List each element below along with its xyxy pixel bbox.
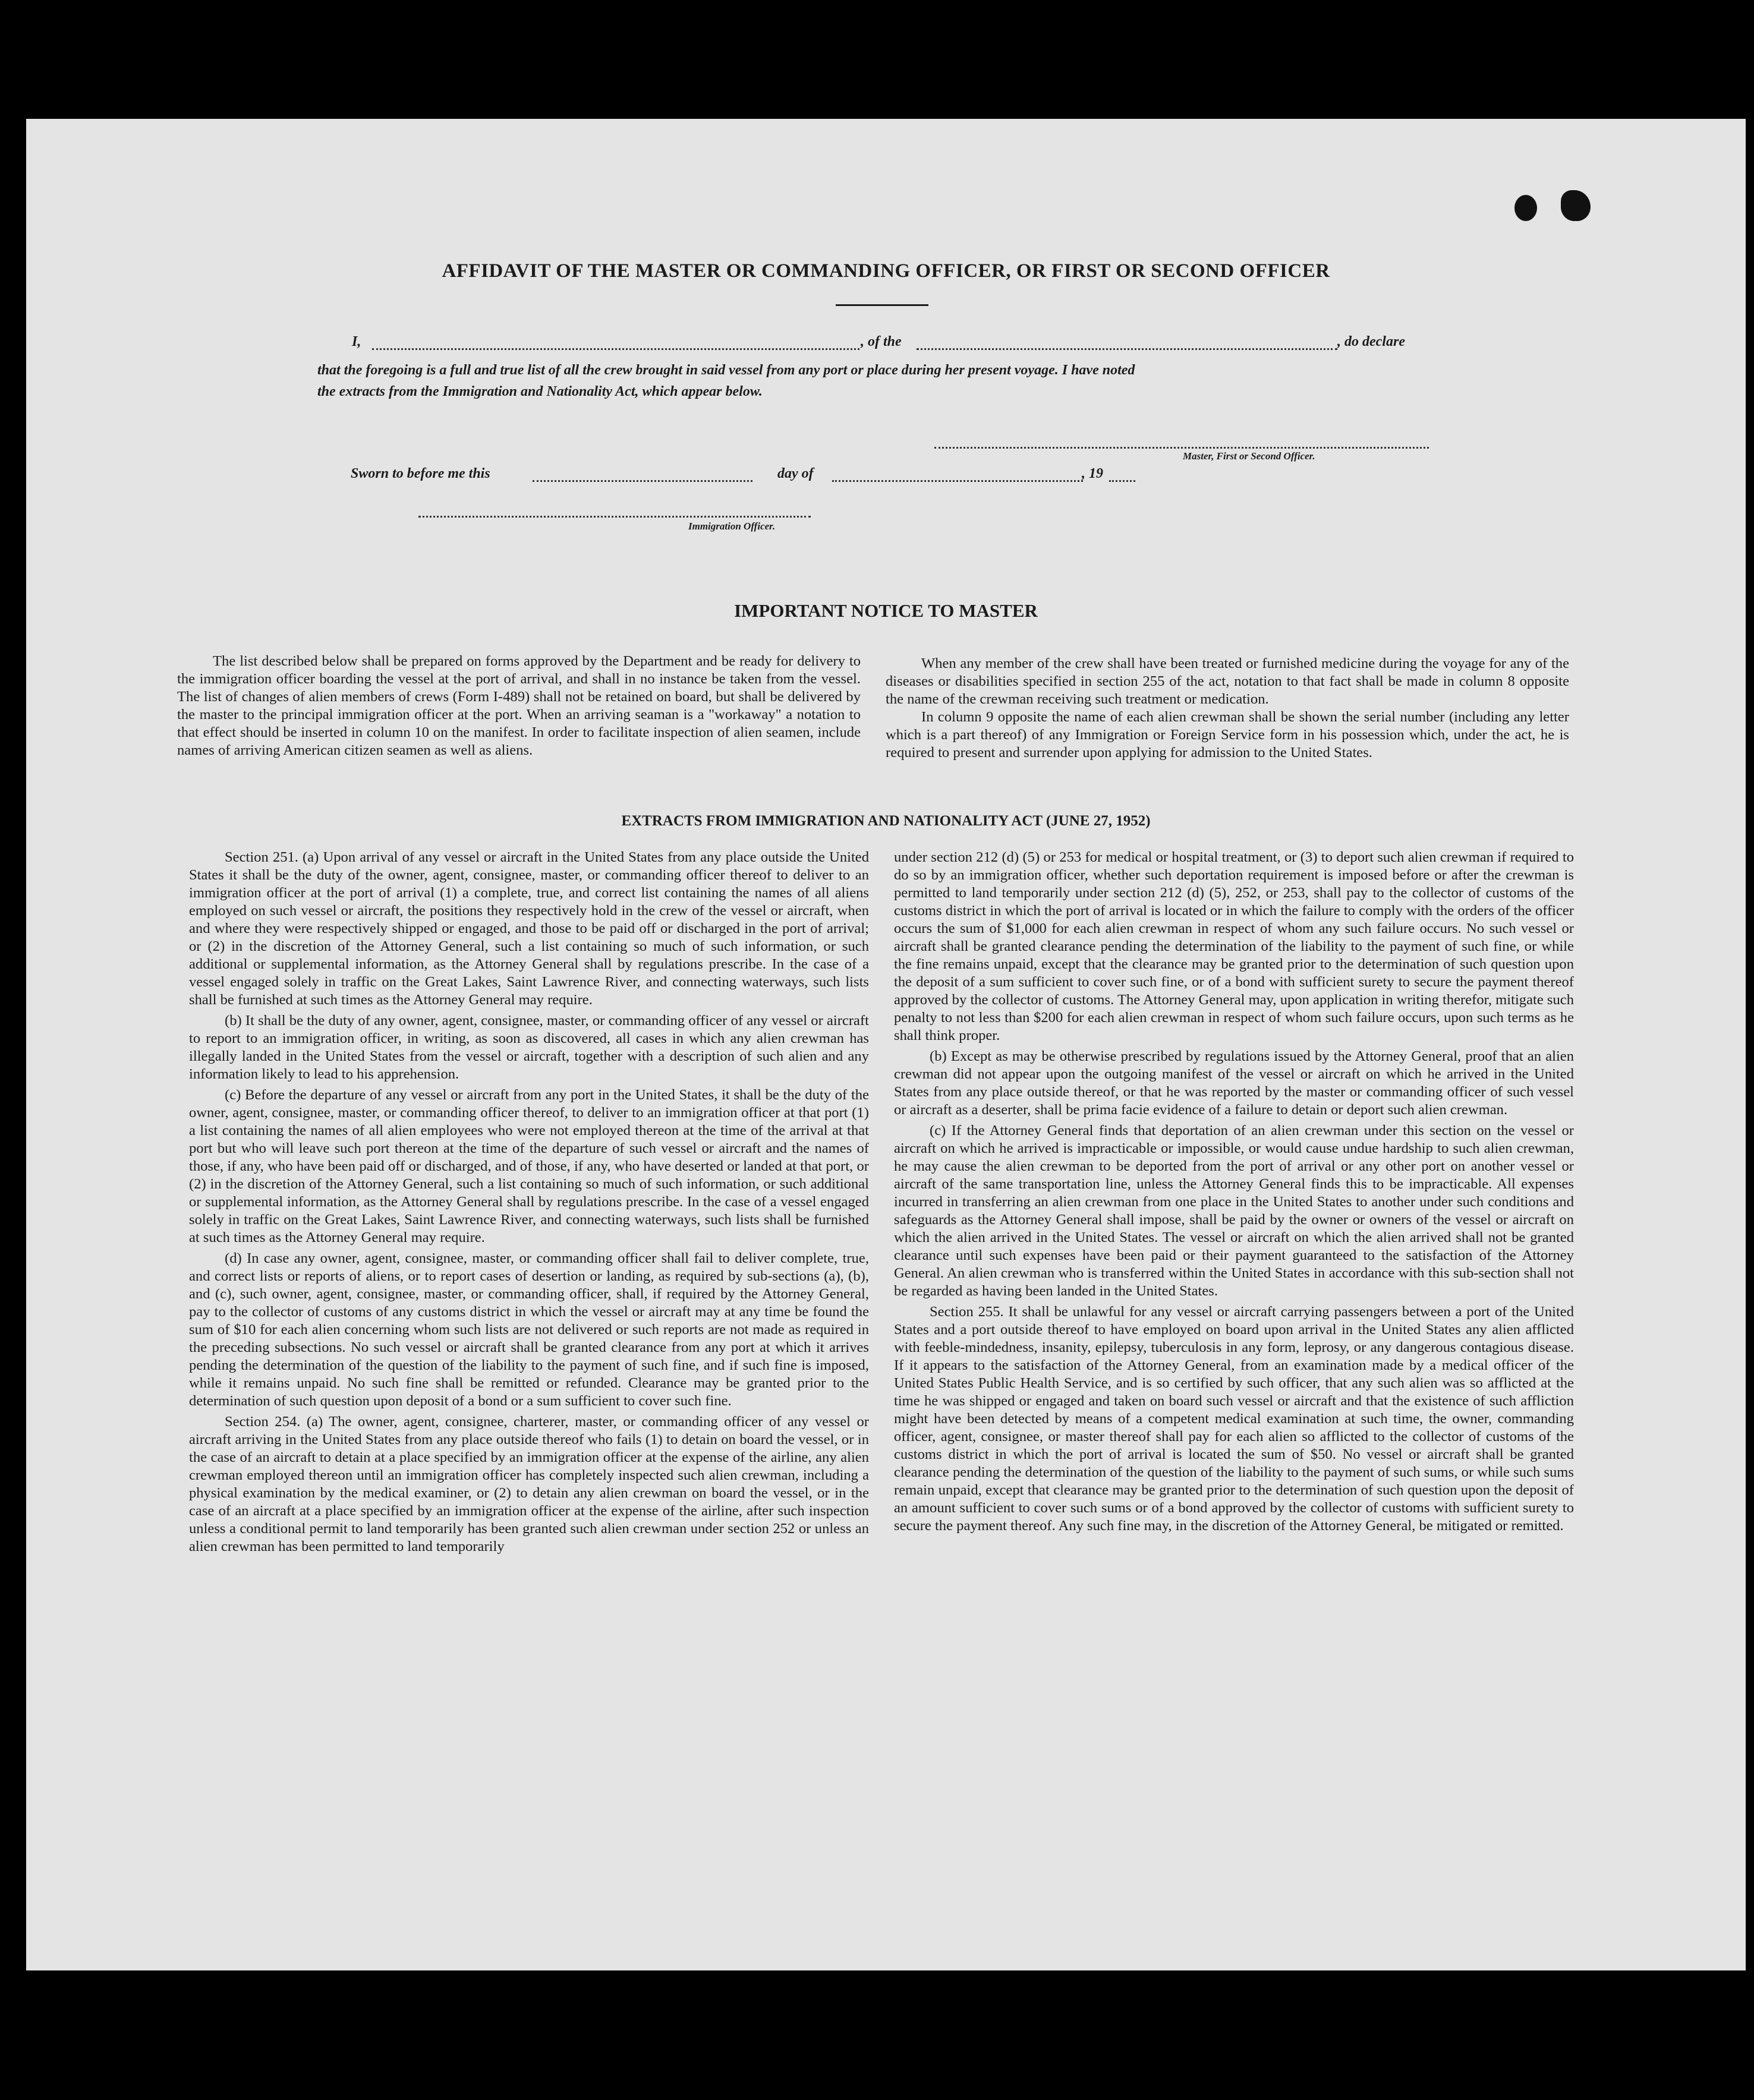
sworn-month-blank[interactable] xyxy=(832,480,1083,482)
affidavit-title: AFFIDAVIT OF THE MASTER OR COMMANDING OFFICER, OR FIRST OR SECOND OFFICER xyxy=(442,260,1330,282)
name-blank[interactable] xyxy=(372,348,859,350)
document-sheet xyxy=(26,119,1746,1970)
section-251-b: (b) It shall be the duty of any owner, agent, consignee, master, or commanding officer of any vessel or aircraft to report to an immigration officer, in writing, as soon as discovered, all cases in which any alien crewman has illegally landed in the United States from the vessel or aircraft, together with a description of such alien and any information likely to lead to his apprehension. xyxy=(189,1013,869,1082)
sworn-label: Sworn to before me this xyxy=(351,466,490,481)
declaration-statement: that the foregoing is a full and true list of all the crew brought in said vessel from any port or place during her present voyage. I have noted xyxy=(317,362,1135,378)
notice-title: IMPORTANT NOTICE TO MASTER xyxy=(734,600,1038,621)
notice-paragraph: In column 9 opposite the name of each alien crewman shall be shown the serial number (including any letter which is a part thereof) of any Immigration or Foreign Service form in his possession which, under the act, he is required to present and surrender upon applying for admission to the United States. xyxy=(886,709,1569,761)
extracts-left-column xyxy=(189,849,869,1559)
of-the-label: , of the xyxy=(861,334,902,349)
section-254-b: (b) Except as may be otherwise prescribed by regulations issued by the Attorney General, proof that an alien crewman did not appear upon the outgoing manifest of the vessel or aircraft on which he arrived in the United States from any place outside thereof, or that he was reported by the master or commanding officer of such vessel or aircraft as a deserter, shall be prima facie evidence of a failure to detain or deport such alien crewman. xyxy=(894,1048,1574,1118)
scan-mark xyxy=(1561,190,1591,221)
sworn-day-blank[interactable] xyxy=(533,480,752,482)
vessel-blank[interactable] xyxy=(917,348,1337,350)
section-251-a: Section 251. (a) Upon arrival of any vessel or aircraft in the United States from any place outside the United States it shall be the duty of the owner, agent, consignee, master, or commanding officer thereof to deliver to an immigration officer at the port of arrival (1) a complete, true, and correct list containing the names of all aliens employed on such vessel or aircraft, the positions they respectively hold in the crew of the vessel or aircraft, when and where they were respectively shipped or engaged, and those to be paid off or discharged in the port of arrival; or (2) in the discretion of the Attorney General, such a list containing so much of such information, or such additional or supplemental information, as the Attorney General shall by regulations prescribe. In the case of a vessel engaged solely in traffic on the Great Lakes, Saint Lawrence River, and connecting waterways, such lists shall be furnished at such times as the Attorney General may require. xyxy=(189,849,869,1008)
notice-left-column xyxy=(177,652,861,759)
declaration-statement-cont: the extracts from the Immigration and Nationality Act, which appear below. xyxy=(317,384,763,399)
master-caption: Master, First or Second Officer. xyxy=(1183,450,1315,462)
declare-prefix: I, xyxy=(352,334,361,349)
master-signature-blank[interactable] xyxy=(934,447,1429,449)
section-251-d: (d) In case any owner, agent, consignee, master, or commanding officer shall fail to deliver complete, true, and correct lists or reports of aliens, or to report cases of desertion or landing, as required by sub-sections (a), (b), and (c), such owner, agent, consignee, master, or commanding officer, shall, if required by the Attorney General, pay to the collector of customs of any customs district in which the vessel or aircraft may at any time be found the sum of $10 for each alien concerning whom such lists are not delivered or such reports are not made as required in the preceding subsections. No such vessel or aircraft shall be granted clearance from any port at which it arrives pending the determination of the question of the liability to the payment of such fine, and if such fine is imposed, while it remains unpaid. No such fine shall be remitted or refunded. Clearance may be granted prior to the determination of such question upon deposit of a bond or a sum sufficient to cover such fine. xyxy=(189,1250,869,1409)
year-label: , 19 xyxy=(1082,466,1103,481)
day-of-label: day of xyxy=(777,466,814,481)
notice-paragraph: When any member of the crew shall have been treated or furnished medicine during the voyage for any of the diseases or disabilities specified in section 255 of the act, notation to that fact shall be made in column 8 opposite the name of the crewman receiving such treatment or medication. xyxy=(886,655,1569,707)
section-255: Section 255. It shall be unlawful for any vessel or aircraft carrying passengers between a port of the United States and a port outside thereof to have employed on board upon arrival in the United States any alien afflicted with feeble-mindedness, insanity, epilepsy, tuberculosis in any form, leprosy, or any dangerous contagious disease. If it appears to the satisfaction of the Attorney General, from an examination made by a medical officer of the United States Public Health Service, and is so certified by such officer, that any such alien was so afflicted at the time he was shipped or engaged and taken on board such vessel or aircraft and that the existence of such affliction might have been detected by means of a competent medical examination at such time, the owner, commanding officer, agent, consignee, or master thereof shall pay for each alien so afflicted to the collector of customs of the customs district in which the port of arrival is located the sum of $50. No vessel or aircraft shall be granted clearance pending the determination of the question of the liability to the payment of such sums, or while such sums remain unpaid, except that clearance may be granted prior to the determination of such question upon the deposit of an amount sufficient to cover such sums or of a bond approved by the collector of customs with sufficient surety to secure the payment thereof. Any such fine may, in the discretion of the Attorney General, be mitigated or remitted. xyxy=(894,1304,1574,1534)
scan-mark xyxy=(1514,195,1537,221)
notice-right-column xyxy=(886,655,1569,762)
do-declare-label: , do declare xyxy=(1337,334,1405,349)
section-254-c: (c) If the Attorney General finds that deportation of an alien crewman under this section on the vessel or aircraft on which he arrived is impracticable or impossible, or would cause undue hardship to such alien crewman, he may cause the alien crewman to be deported from the port of arrival or any other port on another vessel or aircraft of the same transportation line, unless the Attorney General finds this to be impracticable. All expenses incurred in transferring an alien crewman from one place in the United States to another under such conditions and safeguards as the Attorney General shall impose, shall be paid by the owner or owners of the vessel or aircraft on which the alien arrived in the United States. The vessel or aircraft on which the alien arrived shall not be granted clearance until such expenses have been paid or their payment guaranteed to the satisfaction of the Attorney General. An alien crewman who is transferred within the United States in accordance with this sub-section shall not be regarded as having been landed in the United States. xyxy=(894,1122,1574,1299)
extracts-right-column xyxy=(894,849,1574,1538)
officer-caption: Immigration Officer. xyxy=(688,521,776,532)
section-251-c: (c) Before the departure of any vessel or aircraft from any port in the United States, it shall be the duty of the owner, agent, consignee, master, or commanding officer thereof, to deliver to an immigration officer at that port (1) a list containing the names of all alien employees who were not employed thereon at the time of the arrival at that port but who will leave such port thereon at the time of the departure of such vessel or aircraft and the names of those, if any, who have been paid off or discharged, and of those, if any, who have deserted or landed at that port, or (2) in the discretion of the Attorney General, such a list containing so much of such information, or such additional or supplemental information, as the Attorney General shall by regulations prescribe. In the case of a vessel engaged solely in traffic on the Great Lakes, Saint Lawrence River, and connecting waterways, such lists shall be furnished at such times as the Attorney General may require. xyxy=(189,1087,869,1246)
extracts-title: EXTRACTS FROM IMMIGRATION AND NATIONALITY ACT (JUNE 27, 1952) xyxy=(621,813,1151,829)
section-254-a: Section 254. (a) The owner, agent, consignee, charterer, master, or commanding officer of any vessel or aircraft arriving in the United States from any place outside thereof who fails (1) to detain on board the vessel, or in the case of an aircraft to detain at a place specified by an immigration officer at the expense of the airline, any alien crewman employed thereon until an immigration officer has completely inspected such alien crewman, including a physical examination by the medical examiner, or (2) to detain any alien crewman on board the vessel, or in the case of an aircraft at a place specified by an immigration officer at the expense of the airline, after such inspection unless a conditional permit to land temporarily has been granted such alien crewman under section 252 or unless an alien crewman has been permitted to land temporarily xyxy=(189,1414,869,1554)
section-254-a-cont: under section 212 (d) (5) or 253 for medical or hospital treatment, or (3) to deport such alien crewman if required to do so by an immigration officer, whether such deportation requirement is imposed before or after the crewman is permitted to land temporarily under section 212 (d) (5), 252, or 253, shall pay to the collector of customs of the customs district in which the port of arrival is located or in which the failure to comply with the orders of the officer occurs the sum of $1,000 for each alien crewman in respect of whom any such failure occurs. No such vessel or aircraft shall be granted clearance pending the determination of the liability to the payment of such fine, or while the fine remains unpaid, except that the clearance may be granted prior to the determination of such question upon the deposit of a sum sufficient to cover such fine, or of a bond with sufficient surety to secure the payment thereof approved by the collector of customs. The Attorney General may, upon application in writing therefor, mitigate such penalty to not less than $200 for each alien crewman in respect of whom such failure occurs, upon such terms as he shall think proper. xyxy=(894,849,1574,1043)
officer-signature-blank[interactable] xyxy=(418,516,811,518)
notice-paragraph: The list described below shall be prepared on forms approved by the Department and be ready for delivery to the immigration officer boarding the vessel at the port of arrival, and shall in no instance be taken from the vessel. The list of changes of alien members of crews (Form I-489) shall not be retained on board, but shall be delivered by the master to the principal immigration officer at the port. When an arriving seaman is a "workaway" a notation to that effect should be inserted in column 10 on the manifest. In order to facilitate inspection of alien seamen, include names of arriving American citizen seamen as well as aliens. xyxy=(177,653,861,758)
sworn-year-blank[interactable] xyxy=(1109,480,1135,482)
title-rule xyxy=(836,304,928,306)
